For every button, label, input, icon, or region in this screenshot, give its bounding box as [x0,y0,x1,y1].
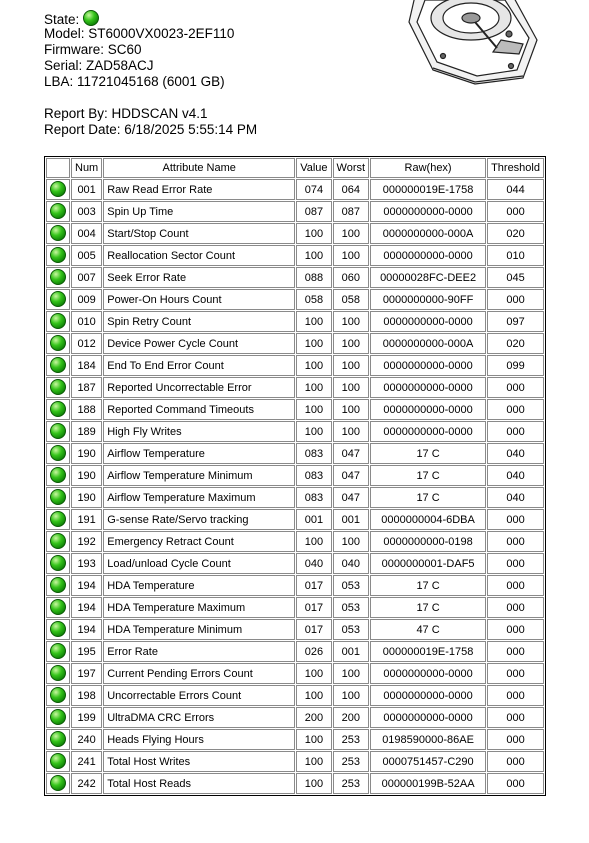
table-row [46,377,544,398]
attribute-threshold: 000 [487,553,544,574]
attribute-raw: 0000000000-000A [370,223,486,244]
attribute-worst: 100 [333,333,370,354]
attribute-worst: 087 [333,201,370,222]
attribute-num: 197 [71,663,102,684]
attribute-value: 200 [296,707,331,728]
table-row [46,465,544,486]
status-cell [46,597,70,618]
attribute-num: 240 [71,729,102,750]
status-cell [46,311,70,332]
attribute-value: 100 [296,223,331,244]
attribute-worst: 047 [333,443,370,464]
attribute-raw: 0000000001-DAF5 [370,553,486,574]
attribute-name: HDA Temperature Maximum [103,597,295,618]
attribute-threshold: 000 [487,685,544,706]
status-ok-icon [50,313,66,329]
attribute-threshold: 000 [487,575,544,596]
status-cell [46,377,70,398]
attribute-worst: 053 [333,619,370,640]
status-ok-icon [50,401,66,417]
status-cell [46,399,70,420]
column-header-num: Num [71,158,102,178]
attribute-worst: 100 [333,685,370,706]
attribute-raw: 0198590000-86AE [370,729,486,750]
attribute-threshold: 000 [487,641,544,662]
attribute-value: 087 [296,201,331,222]
status-ok-icon [50,709,66,725]
table-row [46,663,544,684]
attribute-worst: 053 [333,575,370,596]
status-ok-icon [50,379,66,395]
attribute-name: Load/unload Cycle Count [103,553,295,574]
status-cell [46,465,70,486]
attribute-value: 100 [296,729,331,750]
report-by-line: Report By: HDDSCAN v4.1 [44,106,208,121]
attribute-threshold: 000 [487,597,544,618]
attribute-worst: 040 [333,553,370,574]
status-ok-icon [50,357,66,373]
lba-line: LBA: 11721045168 (6001 GB) [44,74,225,89]
attribute-value: 100 [296,377,331,398]
attribute-value: 083 [296,465,331,486]
attribute-num: 007 [71,267,102,288]
attribute-value: 100 [296,333,331,354]
attribute-num: 190 [71,487,102,508]
attribute-name: HDA Temperature [103,575,295,596]
attribute-num: 010 [71,311,102,332]
status-cell [46,421,70,442]
status-cell [46,333,70,354]
table-row [46,421,544,442]
attribute-threshold: 010 [487,245,544,266]
attribute-num: 001 [71,179,102,200]
attribute-worst: 253 [333,751,370,772]
attribute-name: End To End Error Count [103,355,295,376]
attribute-num: 012 [71,333,102,354]
smart-attributes-table [44,156,546,796]
table-row [46,311,544,332]
table-row [46,289,544,310]
attribute-threshold: 000 [487,707,544,728]
attribute-name: Seek Error Rate [103,267,295,288]
attribute-threshold: 000 [487,289,544,310]
attribute-name: Emergency Retract Count [103,531,295,552]
attribute-worst: 100 [333,245,370,266]
attribute-worst: 001 [333,509,370,530]
attribute-value: 100 [296,751,331,772]
status-cell [46,179,70,200]
table-row [46,773,544,794]
attribute-raw: 000000199B-52AA [370,773,486,794]
attribute-worst: 200 [333,707,370,728]
attribute-raw: 000000019E-1758 [370,641,486,662]
table-row [46,575,544,596]
attribute-worst: 100 [333,399,370,420]
attribute-threshold: 040 [487,487,544,508]
attribute-num: 193 [71,553,102,574]
attribute-value: 058 [296,289,331,310]
attribute-raw: 0000000000-0000 [370,421,486,442]
attribute-num: 189 [71,421,102,442]
status-ok-icon [50,687,66,703]
attribute-worst: 100 [333,377,370,398]
status-cell [46,641,70,662]
status-ok-icon [50,291,66,307]
attribute-raw: 0000000000-0000 [370,201,486,222]
table-row [46,267,544,288]
attribute-value: 100 [296,355,331,376]
status-cell [46,685,70,706]
status-ok-icon [50,181,66,197]
status-ok-icon [50,511,66,527]
attribute-threshold: 000 [487,729,544,750]
attribute-num: 190 [71,443,102,464]
attribute-name: Spin Up Time [103,201,295,222]
attribute-num: 003 [71,201,102,222]
attribute-name: Power-On Hours Count [103,289,295,310]
status-ok-icon [50,643,66,659]
status-cell [46,707,70,728]
attribute-worst: 058 [333,289,370,310]
status-ok-icon [50,775,66,791]
attribute-worst: 100 [333,355,370,376]
attribute-name: HDA Temperature Minimum [103,619,295,640]
status-ok-icon [50,621,66,637]
attribute-num: 242 [71,773,102,794]
attribute-value: 017 [296,575,331,596]
attribute-worst: 100 [333,311,370,332]
status-ok-icon [50,555,66,571]
attribute-threshold: 040 [487,465,544,486]
attribute-threshold: 045 [487,267,544,288]
status-cell [46,773,70,794]
attribute-value: 100 [296,531,331,552]
attribute-worst: 001 [333,641,370,662]
status-cell [46,553,70,574]
attribute-threshold: 099 [487,355,544,376]
table-row [46,597,544,618]
attribute-raw: 0000751457-C290 [370,751,486,772]
table-row [46,399,544,420]
attribute-raw: 0000000000-0000 [370,355,486,376]
status-cell [46,531,70,552]
attribute-raw: 17 C [370,487,486,508]
status-cell [46,509,70,530]
attribute-num: 004 [71,223,102,244]
attribute-raw: 0000000000-0000 [370,663,486,684]
attribute-threshold: 000 [487,509,544,530]
attribute-name: Heads Flying Hours [103,729,295,750]
attribute-name: Error Rate [103,641,295,662]
attribute-value: 088 [296,267,331,288]
status-ok-icon [50,423,66,439]
status-cell [46,663,70,684]
attribute-raw: 0000000000-0000 [370,311,486,332]
attribute-value: 100 [296,421,331,442]
attribute-worst: 064 [333,179,370,200]
attribute-raw: 0000000000-0000 [370,399,486,420]
attribute-num: 191 [71,509,102,530]
attribute-worst: 100 [333,421,370,442]
table-row [46,553,544,574]
status-cell [46,487,70,508]
status-ok-icon [50,533,66,549]
attribute-threshold: 000 [487,773,544,794]
attribute-worst: 060 [333,267,370,288]
drive-info [44,10,257,138]
attribute-raw: 0000000000-90FF [370,289,486,310]
report-date-line: Report Date: 6/18/2025 5:55:14 PM [44,122,258,137]
status-ok-icon [50,665,66,681]
attribute-raw: 00000028FC-DEE2 [370,267,486,288]
attribute-threshold: 097 [487,311,544,332]
attribute-value: 026 [296,641,331,662]
table-row [46,245,544,266]
attribute-value: 074 [296,179,331,200]
column-header-raw-hex: Raw(hex) [370,158,486,178]
state-row [44,10,257,26]
attribute-raw: 17 C [370,443,486,464]
attribute-raw: 0000000004-6DBA [370,509,486,530]
attribute-raw: 17 C [370,575,486,596]
status-ok-icon [50,269,66,285]
attribute-threshold: 000 [487,663,544,684]
attribute-num: 195 [71,641,102,662]
attribute-threshold: 040 [487,443,544,464]
attribute-worst: 100 [333,223,370,244]
attribute-num: 009 [71,289,102,310]
attribute-name: Reported Uncorrectable Error [103,377,295,398]
column-header-value: Value [296,158,331,178]
status-cell [46,223,70,244]
attribute-name: Start/Stop Count [103,223,295,244]
attribute-threshold: 000 [487,201,544,222]
attribute-raw: 47 C [370,619,486,640]
attribute-threshold: 000 [487,531,544,552]
status-cell [46,245,70,266]
attribute-num: 192 [71,531,102,552]
attribute-num: 194 [71,619,102,640]
status-ok-icon [50,467,66,483]
attribute-raw: 0000000000-0000 [370,377,486,398]
attribute-threshold: 000 [487,377,544,398]
attribute-num: 188 [71,399,102,420]
attribute-value: 100 [296,685,331,706]
attribute-raw: 0000000000-000A [370,333,486,354]
attribute-threshold: 000 [487,399,544,420]
attribute-value: 083 [296,443,331,464]
status-cell [46,443,70,464]
attribute-value: 100 [296,663,331,684]
attribute-num: 241 [71,751,102,772]
table-row [46,509,544,530]
attribute-value: 040 [296,553,331,574]
attribute-raw: 0000000000-0000 [370,685,486,706]
attribute-value: 100 [296,399,331,420]
table-row [46,179,544,200]
attribute-name: Device Power Cycle Count [103,333,295,354]
attribute-name: Uncorrectable Errors Count [103,685,295,706]
attribute-name: High Fly Writes [103,421,295,442]
attribute-worst: 047 [333,465,370,486]
status-ok-icon [50,577,66,593]
status-cell [46,355,70,376]
status-ok-icon [50,203,66,219]
attribute-raw: 0000000000-0198 [370,531,486,552]
attribute-raw: 000000019E-1758 [370,179,486,200]
attribute-name: Reported Command Timeouts [103,399,295,420]
table-row [46,685,544,706]
attribute-worst: 100 [333,531,370,552]
attribute-threshold: 020 [487,333,544,354]
table-header-row [46,158,544,178]
attribute-value: 100 [296,245,331,266]
table-row [46,751,544,772]
table-row [46,443,544,464]
column-header-attribute-name: Attribute Name [103,158,295,178]
attribute-value: 083 [296,487,331,508]
status-cell [46,267,70,288]
status-cell [46,619,70,640]
attribute-threshold: 000 [487,421,544,442]
status-ok-icon [50,335,66,351]
table-row [46,707,544,728]
attribute-threshold: 044 [487,179,544,200]
attribute-name: UltraDMA CRC Errors [103,707,295,728]
status-ok-icon [50,247,66,263]
firmware-line: Firmware: SC60 [44,42,142,57]
attribute-raw: 0000000000-0000 [370,707,486,728]
attribute-value: 017 [296,619,331,640]
table-row [46,355,544,376]
attribute-num: 194 [71,575,102,596]
status-cell [46,729,70,750]
column-header-worst: Worst [333,158,370,178]
model-line: Model: ST6000VX0023-2EF110 [44,26,235,41]
attribute-num: 198 [71,685,102,706]
attribute-num: 187 [71,377,102,398]
status-ok-icon [50,225,66,241]
table-row [46,531,544,552]
serial-line: Serial: ZAD58ACJ [44,58,154,73]
attribute-value: 100 [296,773,331,794]
status-cell [46,751,70,772]
table-row [46,333,544,354]
attribute-name: Airflow Temperature Maximum [103,487,295,508]
attribute-name: Airflow Temperature [103,443,295,464]
state-ok-icon [83,10,99,26]
status-ok-icon [50,599,66,615]
hard-drive-icon [405,0,540,88]
attribute-worst: 253 [333,773,370,794]
attribute-name: Reallocation Sector Count [103,245,295,266]
status-cell [46,575,70,596]
attribute-worst: 100 [333,663,370,684]
attribute-num: 190 [71,465,102,486]
status-ok-icon [50,753,66,769]
attribute-num: 199 [71,707,102,728]
table-row [46,201,544,222]
attribute-value: 017 [296,597,331,618]
status-ok-icon [50,731,66,747]
status-cell [46,289,70,310]
attribute-worst: 047 [333,487,370,508]
attribute-name: Current Pending Errors Count [103,663,295,684]
column-header-threshold: Threshold [487,158,544,178]
attribute-raw: 17 C [370,465,486,486]
attribute-threshold: 000 [487,751,544,772]
attribute-threshold: 020 [487,223,544,244]
attribute-num: 005 [71,245,102,266]
attribute-name: Total Host Reads [103,773,295,794]
column-header-status [46,158,70,178]
attribute-name: Raw Read Error Rate [103,179,295,200]
status-ok-icon [50,445,66,461]
attribute-num: 194 [71,597,102,618]
table-row [46,641,544,662]
attribute-worst: 253 [333,729,370,750]
attribute-name: Spin Retry Count [103,311,295,332]
attribute-name: G-sense Rate/Servo tracking [103,509,295,530]
attribute-raw: 17 C [370,597,486,618]
attribute-raw: 0000000000-0000 [370,245,486,266]
attribute-num: 184 [71,355,102,376]
attribute-worst: 053 [333,597,370,618]
table-row [46,487,544,508]
table-row [46,729,544,750]
state-label: State: [44,12,80,27]
table-row [46,619,544,640]
attribute-name: Airflow Temperature Minimum [103,465,295,486]
status-ok-icon [50,489,66,505]
status-cell [46,201,70,222]
table-row [46,223,544,244]
attribute-threshold: 000 [487,619,544,640]
attribute-value: 001 [296,509,331,530]
attribute-name: Total Host Writes [103,751,295,772]
attribute-value: 100 [296,311,331,332]
